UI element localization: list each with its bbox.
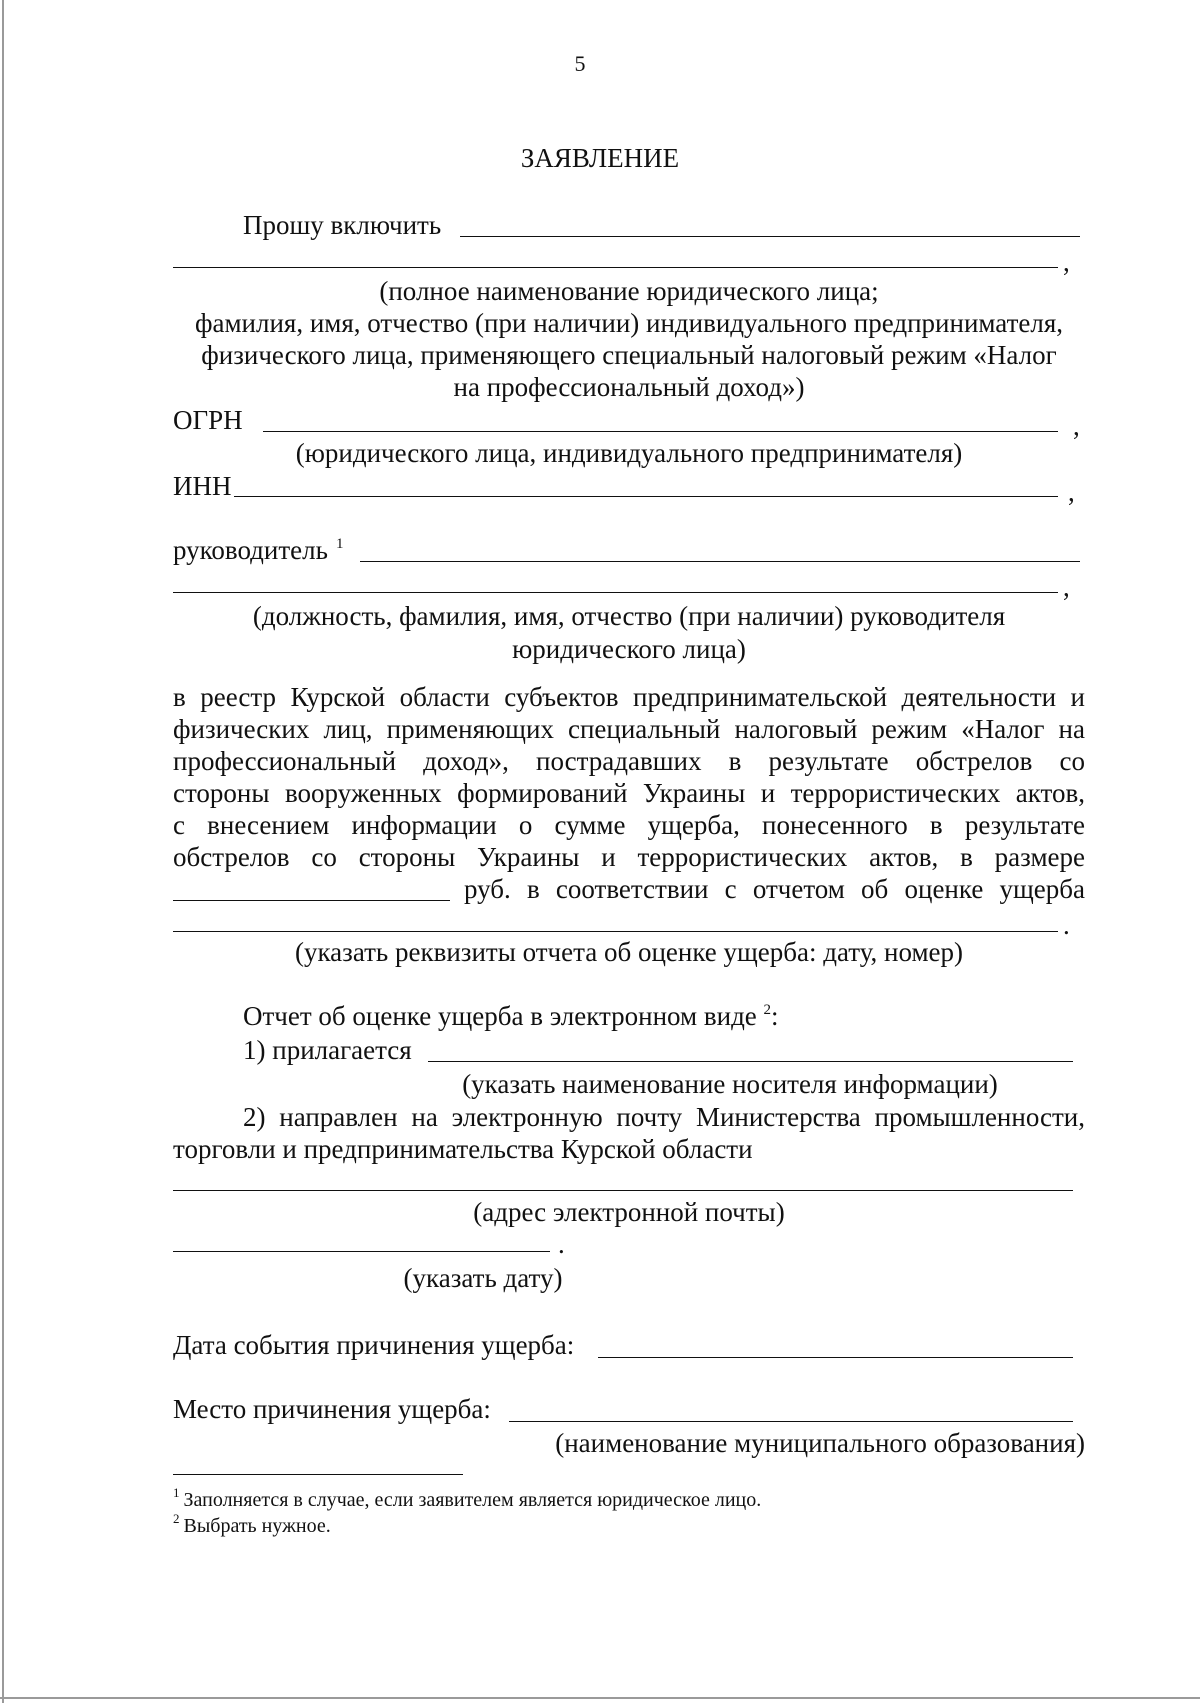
ogrn-field[interactable] <box>263 431 1058 432</box>
body-line-1: в реестр Курской области субъектов предпринимательской деятельности и <box>173 682 1085 712</box>
inn-field[interactable] <box>234 496 1058 497</box>
body-line-3: профессиональный доход», пострадавших в результате обстрелов со <box>173 746 1085 776</box>
date-period: . <box>558 1229 565 1259</box>
footnote-separator <box>173 1474 463 1475</box>
head-field[interactable] <box>360 561 1080 562</box>
inn-label: ИНН <box>173 471 232 501</box>
footnote-2-text: Выбрать нужное. <box>183 1515 331 1537</box>
head-label <box>173 534 343 566</box>
date-field[interactable] <box>173 1251 550 1252</box>
body-line-4: стороны вооруженных формирований Украины и террористических актов, <box>173 778 1085 808</box>
inn-comma: , <box>1068 477 1075 507</box>
event-place-hint: (наименование муниципального образования) <box>555 1428 1085 1458</box>
footnote-2-mark: 2 <box>173 1511 180 1526</box>
ogrn-label: ОГРН <box>173 405 243 435</box>
page-number: 5 <box>574 51 586 76</box>
footnote-1-text: Заполняется в случае, если заявителем является юридическое лицо. <box>183 1489 762 1511</box>
document-title: ЗАЯВЛЕНИЕ <box>520 143 680 173</box>
report-option-1: 1) прилагается <box>243 1035 412 1065</box>
footnote-ref-2: 2 <box>763 1002 772 1018</box>
report-heading-text: Отчет об оценке ущерба в электронном виде <box>243 1001 757 1031</box>
footnote-1 <box>173 1485 762 1512</box>
footnote-1-mark: 1 <box>173 1485 180 1500</box>
body-line-5: с внесением информации о сумме ущерба, понесенного в результате <box>173 810 1085 840</box>
report-option-2-line-2: торговли и предпринимательства Курской области <box>173 1134 753 1164</box>
head-field-continued[interactable] <box>173 592 1058 593</box>
body-line-2: физических лиц, применяющих специальный налоговый режим «Налог на <box>173 714 1085 744</box>
date-hint: (указать дату) <box>403 1263 563 1293</box>
report-details-field[interactable] <box>173 931 1058 932</box>
request-hint-line-4: на профессиональный доход») <box>453 372 805 402</box>
scan-left-edge <box>2 0 4 1703</box>
event-date-field[interactable] <box>598 1357 1073 1358</box>
email-field[interactable] <box>173 1190 1073 1191</box>
event-date-label: Дата события причинения ущерба: <box>173 1330 575 1360</box>
footnote-2 <box>173 1511 331 1538</box>
body-line-6: обстрелов со стороны Украины и террористических актов, в размере <box>173 842 1085 872</box>
request-name-field-continued[interactable] <box>173 267 1058 268</box>
scan-bottom-edge <box>0 1697 1200 1699</box>
report-details-hint: (указать реквизиты отчета об оценке ущерба: дату, номер) <box>294 937 964 967</box>
request-label: Прошу включить <box>243 210 442 240</box>
head-label-text: руководитель <box>173 535 328 565</box>
email-hint: (адрес электронной почты) <box>473 1197 785 1227</box>
storage-medium-hint: (указать наименование носителя информации) <box>462 1069 998 1099</box>
ogrn-hint: (юридического лица, индивидуального предпринимателя) <box>295 438 963 468</box>
event-place-label: Место причинения ущерба: <box>173 1394 491 1424</box>
amount-period: . <box>1063 910 1070 940</box>
ogrn-comma: , <box>1073 411 1080 441</box>
head-hint-line-1: (должность, фамилия, имя, отчество (при наличии) руководителя <box>252 601 1006 631</box>
head-comma: , <box>1063 572 1070 602</box>
event-place-field[interactable] <box>509 1421 1073 1422</box>
request-hint-line-3: физического лица, применяющего специальный налоговый режим «Налог <box>201 340 1057 370</box>
request-hint-line-2: фамилия, имя, отчество (при наличии) индивидуального предпринимателя, <box>194 308 1064 338</box>
storage-medium-field[interactable] <box>428 1061 1073 1062</box>
report-option-2-line-1: 2) направлен на электронную почту Министерства промышленности, <box>243 1102 1085 1132</box>
report-heading-colon: : <box>771 1001 779 1031</box>
request-name-field[interactable] <box>460 236 1080 237</box>
request-comma: , <box>1063 247 1070 277</box>
head-hint-line-2: юридического лица) <box>512 634 746 664</box>
report-heading <box>243 1000 779 1032</box>
footnote-ref-1: 1 <box>335 536 344 552</box>
amount-field[interactable] <box>173 900 450 901</box>
request-hint-line-1: (полное наименование юридического лица; <box>379 276 879 306</box>
amount-text: руб. в соответствии с отчетом об оценке ущерба <box>464 874 1085 904</box>
